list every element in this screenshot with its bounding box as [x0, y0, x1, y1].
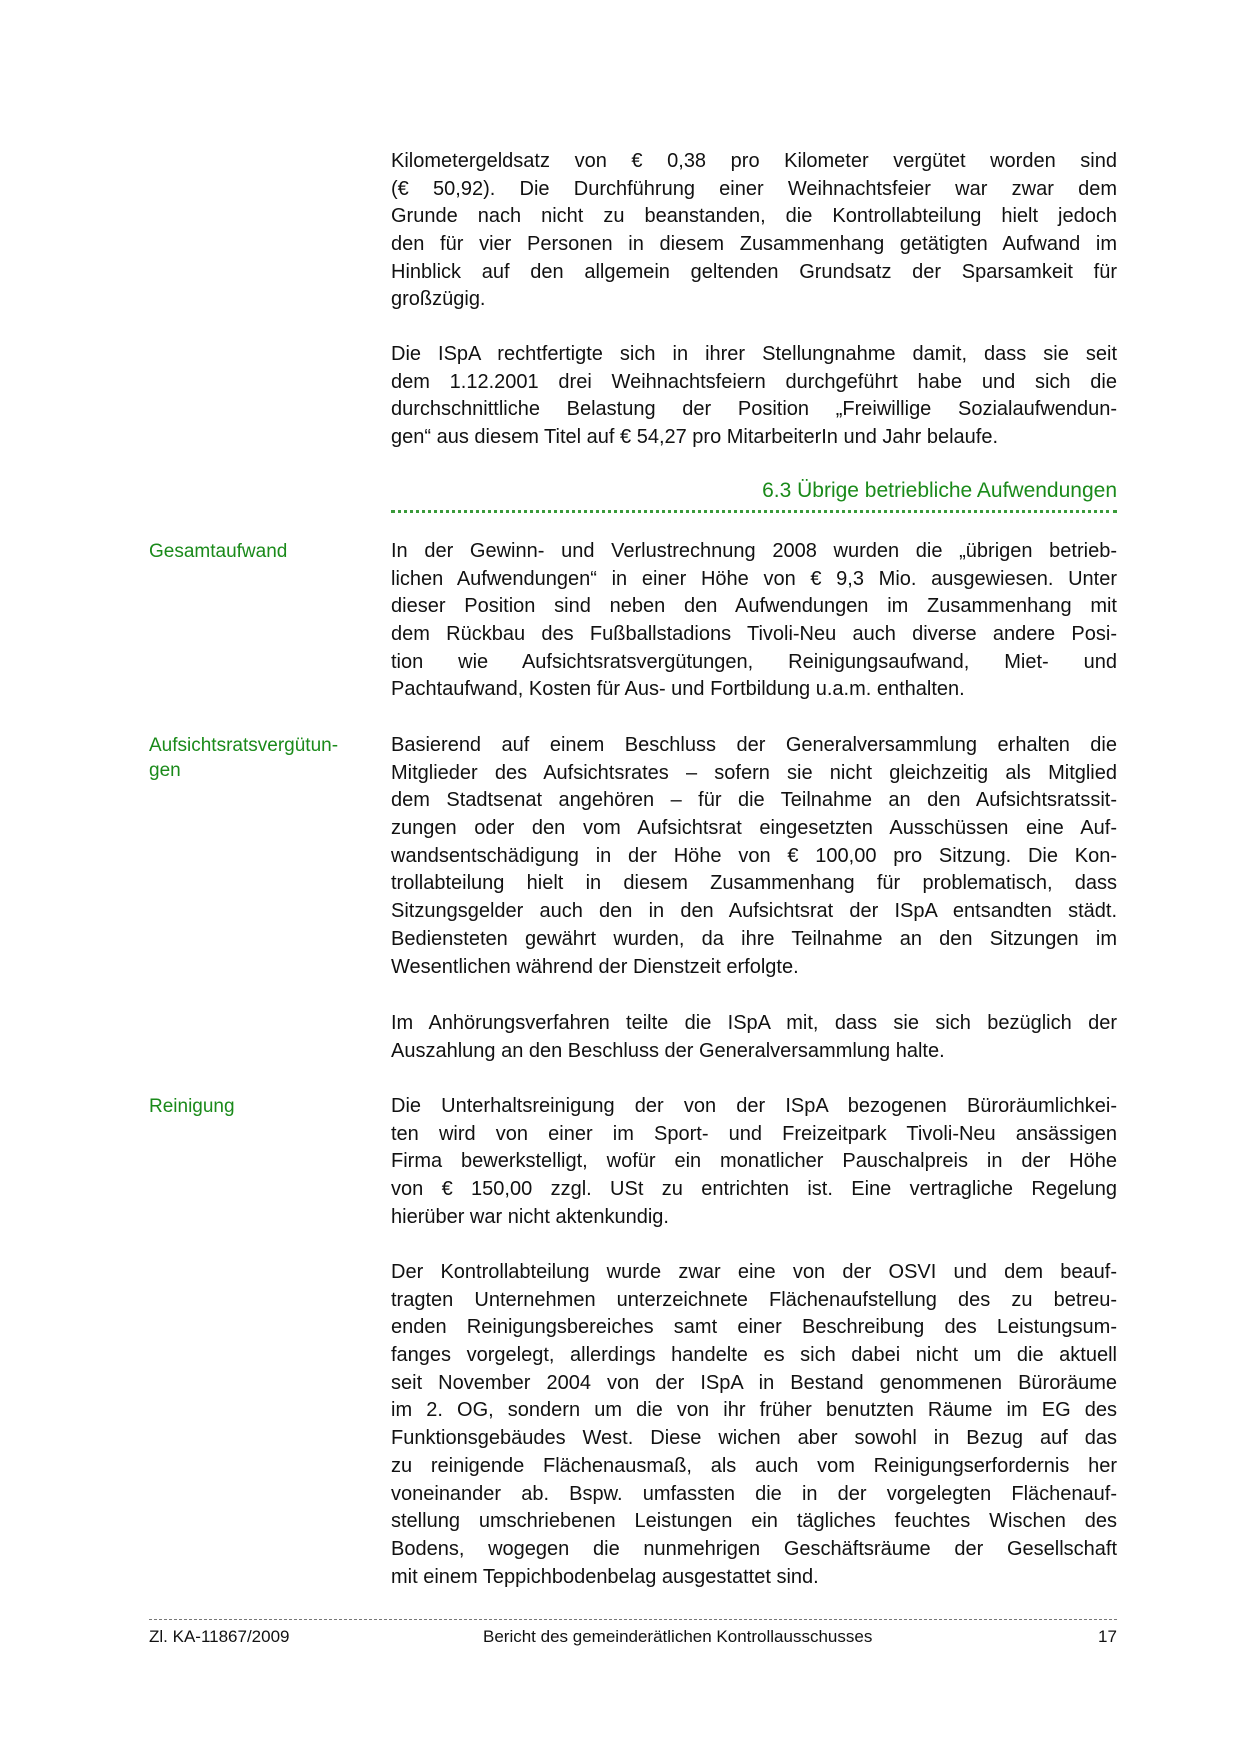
- text-line: hierüber war nicht aktenkundig.: [391, 1205, 669, 1228]
- text-line: Kilometergeldsatz von € 0,38 pro Kilometer vergütet worden sind: [391, 150, 1117, 172]
- text-line: trollabteilung hielt in diesem Zusammenhang für problematisch, dass: [391, 872, 1117, 895]
- text-line: wandsentschädigung in der Höhe von € 100,00 pro Sitzung. Die Kon-: [391, 844, 1117, 867]
- text-line: Bediensteten gewährt wurden, da ihre Teilnahme an den Sitzungen im: [391, 927, 1117, 950]
- text-line: dem 1.12.2001 drei Weihnachtsfeiern durchgeführt habe und sich die: [391, 370, 1117, 393]
- text-line: von € 150,00 zzgl. USt zu entrichten ist. Eine vertragliche Regelung: [391, 1178, 1117, 1201]
- text-line: dieser Position sind neben den Aufwendungen im Zusammenhang mit: [391, 595, 1117, 618]
- side-label-gesamtaufwand: [149, 539, 369, 564]
- text-line: fanges vorgelegt, allerdings handelte es sich dabei nicht um die aktuell: [391, 1344, 1117, 1367]
- text-line: Der Kontrollabteilung wurde zwar eine von der OSVI und dem beauf-: [391, 1261, 1117, 1283]
- text-line: (€ 50,92). Die Durchführung einer Weihnachtsfeier war zwar dem: [391, 177, 1117, 200]
- paragraph-kilometergeld: [391, 148, 1117, 314]
- text-line: seit November 2004 von der ISpA in Bestand genommenen Büroräume: [391, 1371, 1117, 1394]
- text-line: Die ISpA rechtfertigte sich in ihrer Stellungnahme damit, dass sie seit: [391, 343, 1117, 365]
- text-line: Firma bewerkstelligt, wofür ein monatlicher Pauschalpreis in der Höhe: [391, 1150, 1117, 1173]
- footer-divider: [149, 1619, 1117, 1620]
- text-line: Hinblick auf den allgemein geltenden Grundsatz der Sparsamkeit für: [391, 260, 1117, 283]
- text-line: Auszahlung an den Beschluss der Generalversammlung halte.: [391, 1039, 945, 1062]
- text-line: enden Reinigungsbereiches samt einer Beschreibung des Leistungsum-: [391, 1316, 1117, 1339]
- text-line: Die Unterhaltsreinigung der von der ISpA bezogenen Büroräumlichkei-: [391, 1095, 1117, 1117]
- text-line: voneinander ab. Bspw. umfassten die in der vorgelegten Flächenauf-: [391, 1482, 1117, 1505]
- paragraph-aufsichtsrat: [391, 732, 1117, 981]
- paragraph-anhoerung: [391, 1010, 1117, 1065]
- text-line: durchschnittliche Belastung der Position „Freiwillige Sozialaufwendun-: [391, 398, 1117, 421]
- side-label-reinigung: [149, 1094, 369, 1119]
- text-line: Basierend auf einem Beschluss der Generalversammlung erhalten die: [391, 734, 1117, 756]
- text-line: mit einem Teppichbodenbelag ausgestattet sind.: [391, 1565, 819, 1588]
- text-line: zungen oder den vom Aufsichtsrat eingesetzten Ausschüssen eine Auf-: [391, 817, 1117, 840]
- text-line: lichen Aufwendungen“ in einer Höhe von € 9,3 Mio. ausgewiesen. Unter: [391, 567, 1117, 590]
- footer-title: Bericht des gemeinderätlichen Kontrollausschusses: [483, 1627, 873, 1646]
- text-line: zu reinigende Flächenausmaß, als auch vom Reinigungserfordernis her: [391, 1454, 1117, 1477]
- text-line: stellung umschriebenen Leistungen ein tägliches feuchtes Wischen des: [391, 1510, 1117, 1533]
- text-line: Funktionsgebäudes West. Diese wichen aber sowohl in Bezug auf das: [391, 1427, 1117, 1450]
- text-line: im 2. OG, sondern um die von ihr früher benutzten Räume im EG des: [391, 1399, 1117, 1422]
- text-line: Grunde nach nicht zu beanstanden, die Kontrollabteilung hielt jedoch: [391, 205, 1117, 228]
- side-label-text: Aufsichtsratsvergütun-: [149, 735, 339, 756]
- paragraph-gesamtaufwand: [391, 538, 1117, 704]
- side-label-text: gen: [149, 760, 181, 781]
- text-line: In der Gewinn- und Verlustrechnung 2008 wurden die „übrigen betrieb-: [391, 540, 1117, 562]
- text-line: den für vier Personen in diesem Zusammenhang getätigten Aufwand im: [391, 233, 1117, 256]
- section-heading: 6.3 Übrige betriebliche Aufwendungen: [762, 479, 1117, 502]
- paragraph-stellungnahme: [391, 341, 1117, 452]
- text-line: gen“ aus diesem Titel auf € 54,27 pro MitarbeiterIn und Jahr belaufe.: [391, 426, 999, 449]
- text-line: tragten Unternehmen unterzeichnete Flächenaufstellung des zu betreu-: [391, 1288, 1117, 1311]
- section-divider: [391, 510, 1117, 513]
- text-line: dem Rückbau des Fußballstadions Tivoli-Neu auch diverse andere Posi-: [391, 623, 1117, 646]
- text-line: ten wird von einer im Sport- und Freizeitpark Tivoli-Neu ansässigen: [391, 1122, 1117, 1145]
- text-line: dem Stadtsenat angehören – für die Teilnahme an den Aufsichtsratssit-: [391, 789, 1117, 812]
- text-line: Sitzungsgelder auch den in den Aufsichtsrat der ISpA entsandten städt.: [391, 900, 1117, 923]
- text-line: Im Anhörungsverfahren teilte die ISpA mit, dass sie sich bezüglich der: [391, 1012, 1117, 1034]
- paragraph-reinigung: [391, 1093, 1117, 1231]
- text-line: Pachtaufwand, Kosten für Aus- und Fortbildung u.a.m. enthalten.: [391, 678, 965, 701]
- side-label-text: Gesamtaufwand: [149, 541, 288, 562]
- text-line: großzügig.: [391, 288, 486, 311]
- side-label-text: Reinigung: [149, 1096, 235, 1117]
- text-line: Bodens, wogegen die nunmehrigen Geschäftsräume der Gesellschaft: [391, 1537, 1117, 1560]
- footer-page-number: 17: [1098, 1627, 1117, 1646]
- text-line: Wesentlichen während der Dienstzeit erfolgte.: [391, 955, 799, 978]
- text-line: tion wie Aufsichtsratsvergütungen, Reinigungsaufwand, Miet- und: [391, 650, 1117, 673]
- footer-reference: Zl. KA-11867/2009: [149, 1627, 290, 1646]
- side-label-aufsichtsrat: [149, 733, 369, 783]
- paragraph-flaechenaufstellung: [391, 1259, 1117, 1591]
- text-line: Mitglieder des Aufsichtsrates – sofern sie nicht gleichzeitig als Mitglied: [391, 761, 1117, 784]
